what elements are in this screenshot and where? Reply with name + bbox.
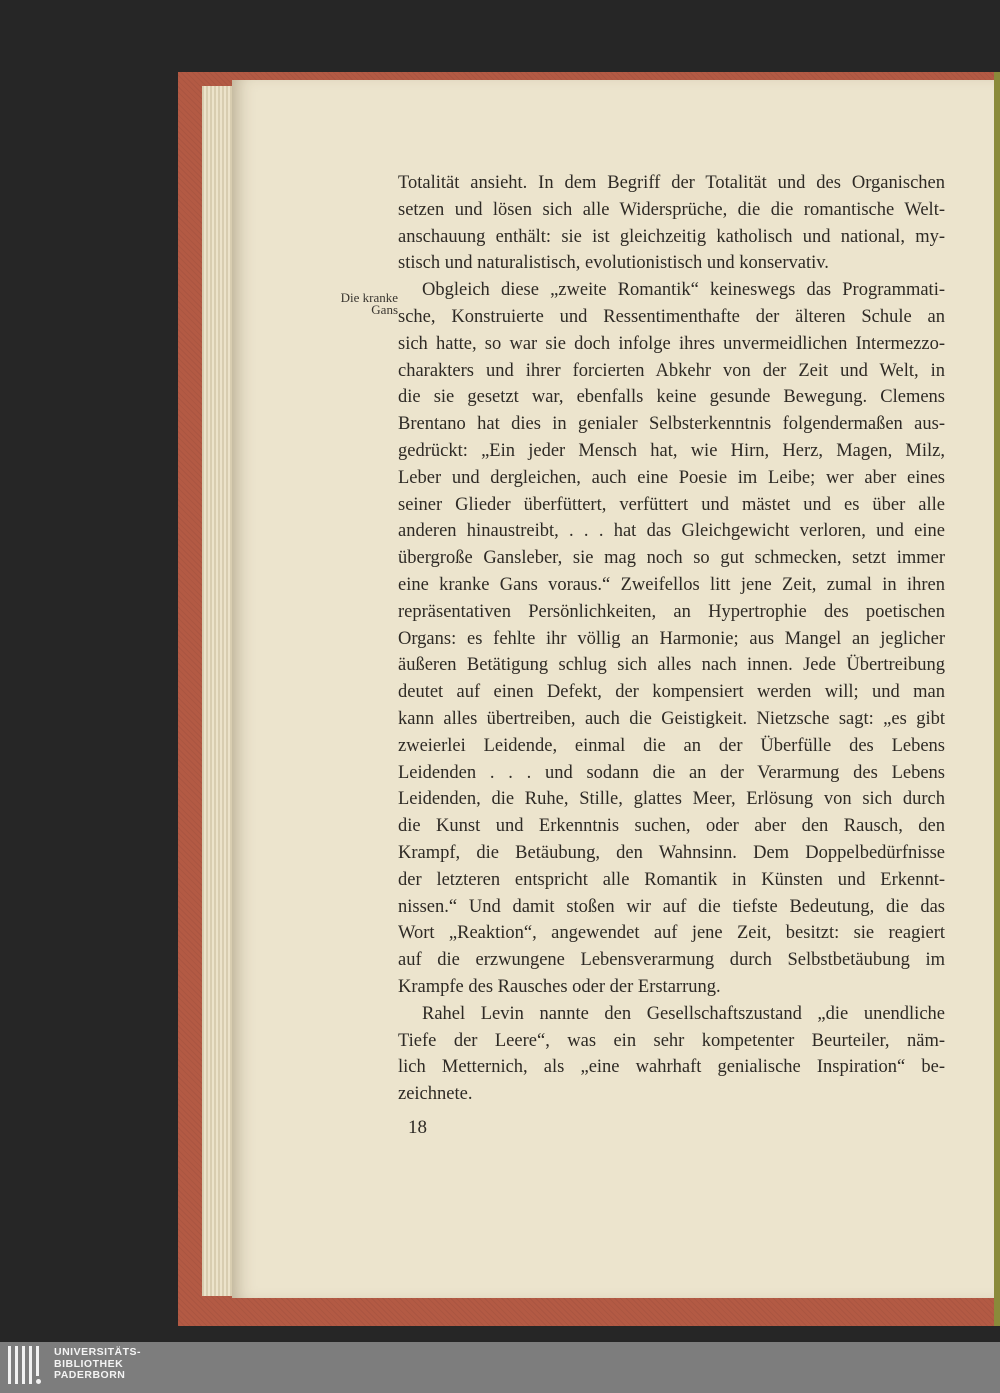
text-line: die Kunst und Erkenntnis suchen, oder aber den Rausch, den <box>398 816 945 837</box>
text-line: Organs: es fehlte ihr völlig an Harmonie; aus Mangel an jeglicher <box>398 628 945 649</box>
margin-note <box>326 292 398 316</box>
text-line: Leber und dergleichen, auch eine Poesie im Leibe; wer aber eines <box>398 467 945 488</box>
cover-edge <box>994 72 1000 1326</box>
margin-note-line: Gans <box>371 302 398 317</box>
text-line: nissen.“ Und damit stoßen wir auf die tiefste Bedeutung, die das <box>398 896 945 917</box>
text-line: anderen hinaustreibt, . . . hat das Gleichgewicht verloren, und eine <box>398 521 945 542</box>
text-line: die sie gesetzt war, ebenfalls keine gesunde Bewegung. Clemens <box>398 387 945 408</box>
text-line: zweierlei Leidende, einmal die an der Überfülle des Lebens <box>398 735 945 756</box>
text-line: Krampfe des Rausches oder der Erstarrung. <box>398 976 721 997</box>
text-line: sich hatte, so war sie doch infolge ihres unvermeidlichen Intermezzo- <box>398 333 945 354</box>
body-text <box>398 170 945 1108</box>
logo-line: PADERBORN <box>54 1369 126 1381</box>
text-line: Tiefe der Leere“, was ein sehr kompetenter Beurteiler, näm- <box>398 1030 945 1051</box>
text-line: sche, Konstruierte und Ressentimenthafte der älteren Schule an <box>398 306 945 327</box>
library-logo-icon <box>8 1346 44 1388</box>
library-logo-text <box>54 1347 141 1382</box>
text-line: anschauung enthält: sie ist gleichzeitig katholisch und national, my- <box>398 226 945 247</box>
text-line: zeichnete. <box>398 1084 473 1105</box>
text-line: stisch und naturalistisch, evolutionistisch und konservativ. <box>398 253 829 274</box>
footer-bar <box>0 1342 1000 1393</box>
text-line: äußeren Betätigung schlug sich alles nach innen. Jede Übertreibung <box>398 655 945 676</box>
text-line: eine kranke Gans voraus.“ Zweifellos litt jene Zeit, zumal in ihren <box>398 574 945 595</box>
text-line: charakters und ihrer forcierten Abkehr von der Zeit und Welt, in <box>398 360 945 381</box>
text-line: deutet auf einen Defekt, der kompensiert werden will; und man <box>398 682 945 703</box>
page-number: 18 <box>408 1117 427 1138</box>
text-line: Obgleich diese „zweite Romantik“ keineswegs das Programmati- <box>422 280 945 301</box>
text-line: Totalität ansieht. In dem Begriff der Totalität und des Organischen <box>398 173 945 193</box>
logo-line: BIBLIOTHEK <box>54 1357 124 1370</box>
text-line: kann alles übertreiben, auch die Geistigkeit. Nietzsche sagt: „es gibt <box>398 708 945 729</box>
text-line: der letzteren entspricht alle Romantik in Künsten und Erkennt- <box>398 869 945 890</box>
text-line: übergroße Gansleber, sie mag noch so gut schmecken, setzt immer <box>398 548 945 569</box>
text-line: Leidenden, die Ruhe, Stille, glattes Meer, Erlösung von sich durch <box>398 789 945 810</box>
text-line: Brentano hat dies in genialer Selbsterkenntnis folgendermaßen aus- <box>398 414 945 435</box>
margin-note-line: Die kranke <box>340 290 398 305</box>
logo-line: UNIVERSITÄTS- <box>54 1346 142 1358</box>
text-line: repräsentativen Persönlichkeiten, an Hypertrophie des poetischen <box>398 601 945 622</box>
text-line: Krampf, die Betäubung, den Wahnsinn. Dem Doppelbedürfnisse <box>398 842 945 863</box>
text-line: seiner Glieder überfüttert, verfüttert und mästet und es über alle <box>398 494 945 515</box>
text-line: Leidenden . . . und sodann die an der Verarmung des Lebens <box>398 762 945 783</box>
text-line: gedrückt: „Ein jeder Mensch hat, wie Hirn, Herz, Magen, Milz, <box>398 440 945 461</box>
text-line: Rahel Levin nannte den Gesellschaftszustand „die unendliche <box>422 1003 945 1024</box>
text-line: Wort „Reaktion“, angewendet auf jene Zeit, besitzt: sie reagiert <box>398 923 945 944</box>
text-line: auf die erzwungene Lebensverarmung durch Selbstbetäubung im <box>398 950 945 971</box>
text-line: lich Metternich, als „eine wahrhaft genialische Inspiration“ be- <box>398 1057 945 1078</box>
text-line: setzen und lösen sich alle Widersprüche, die die romantische Welt- <box>398 199 945 220</box>
